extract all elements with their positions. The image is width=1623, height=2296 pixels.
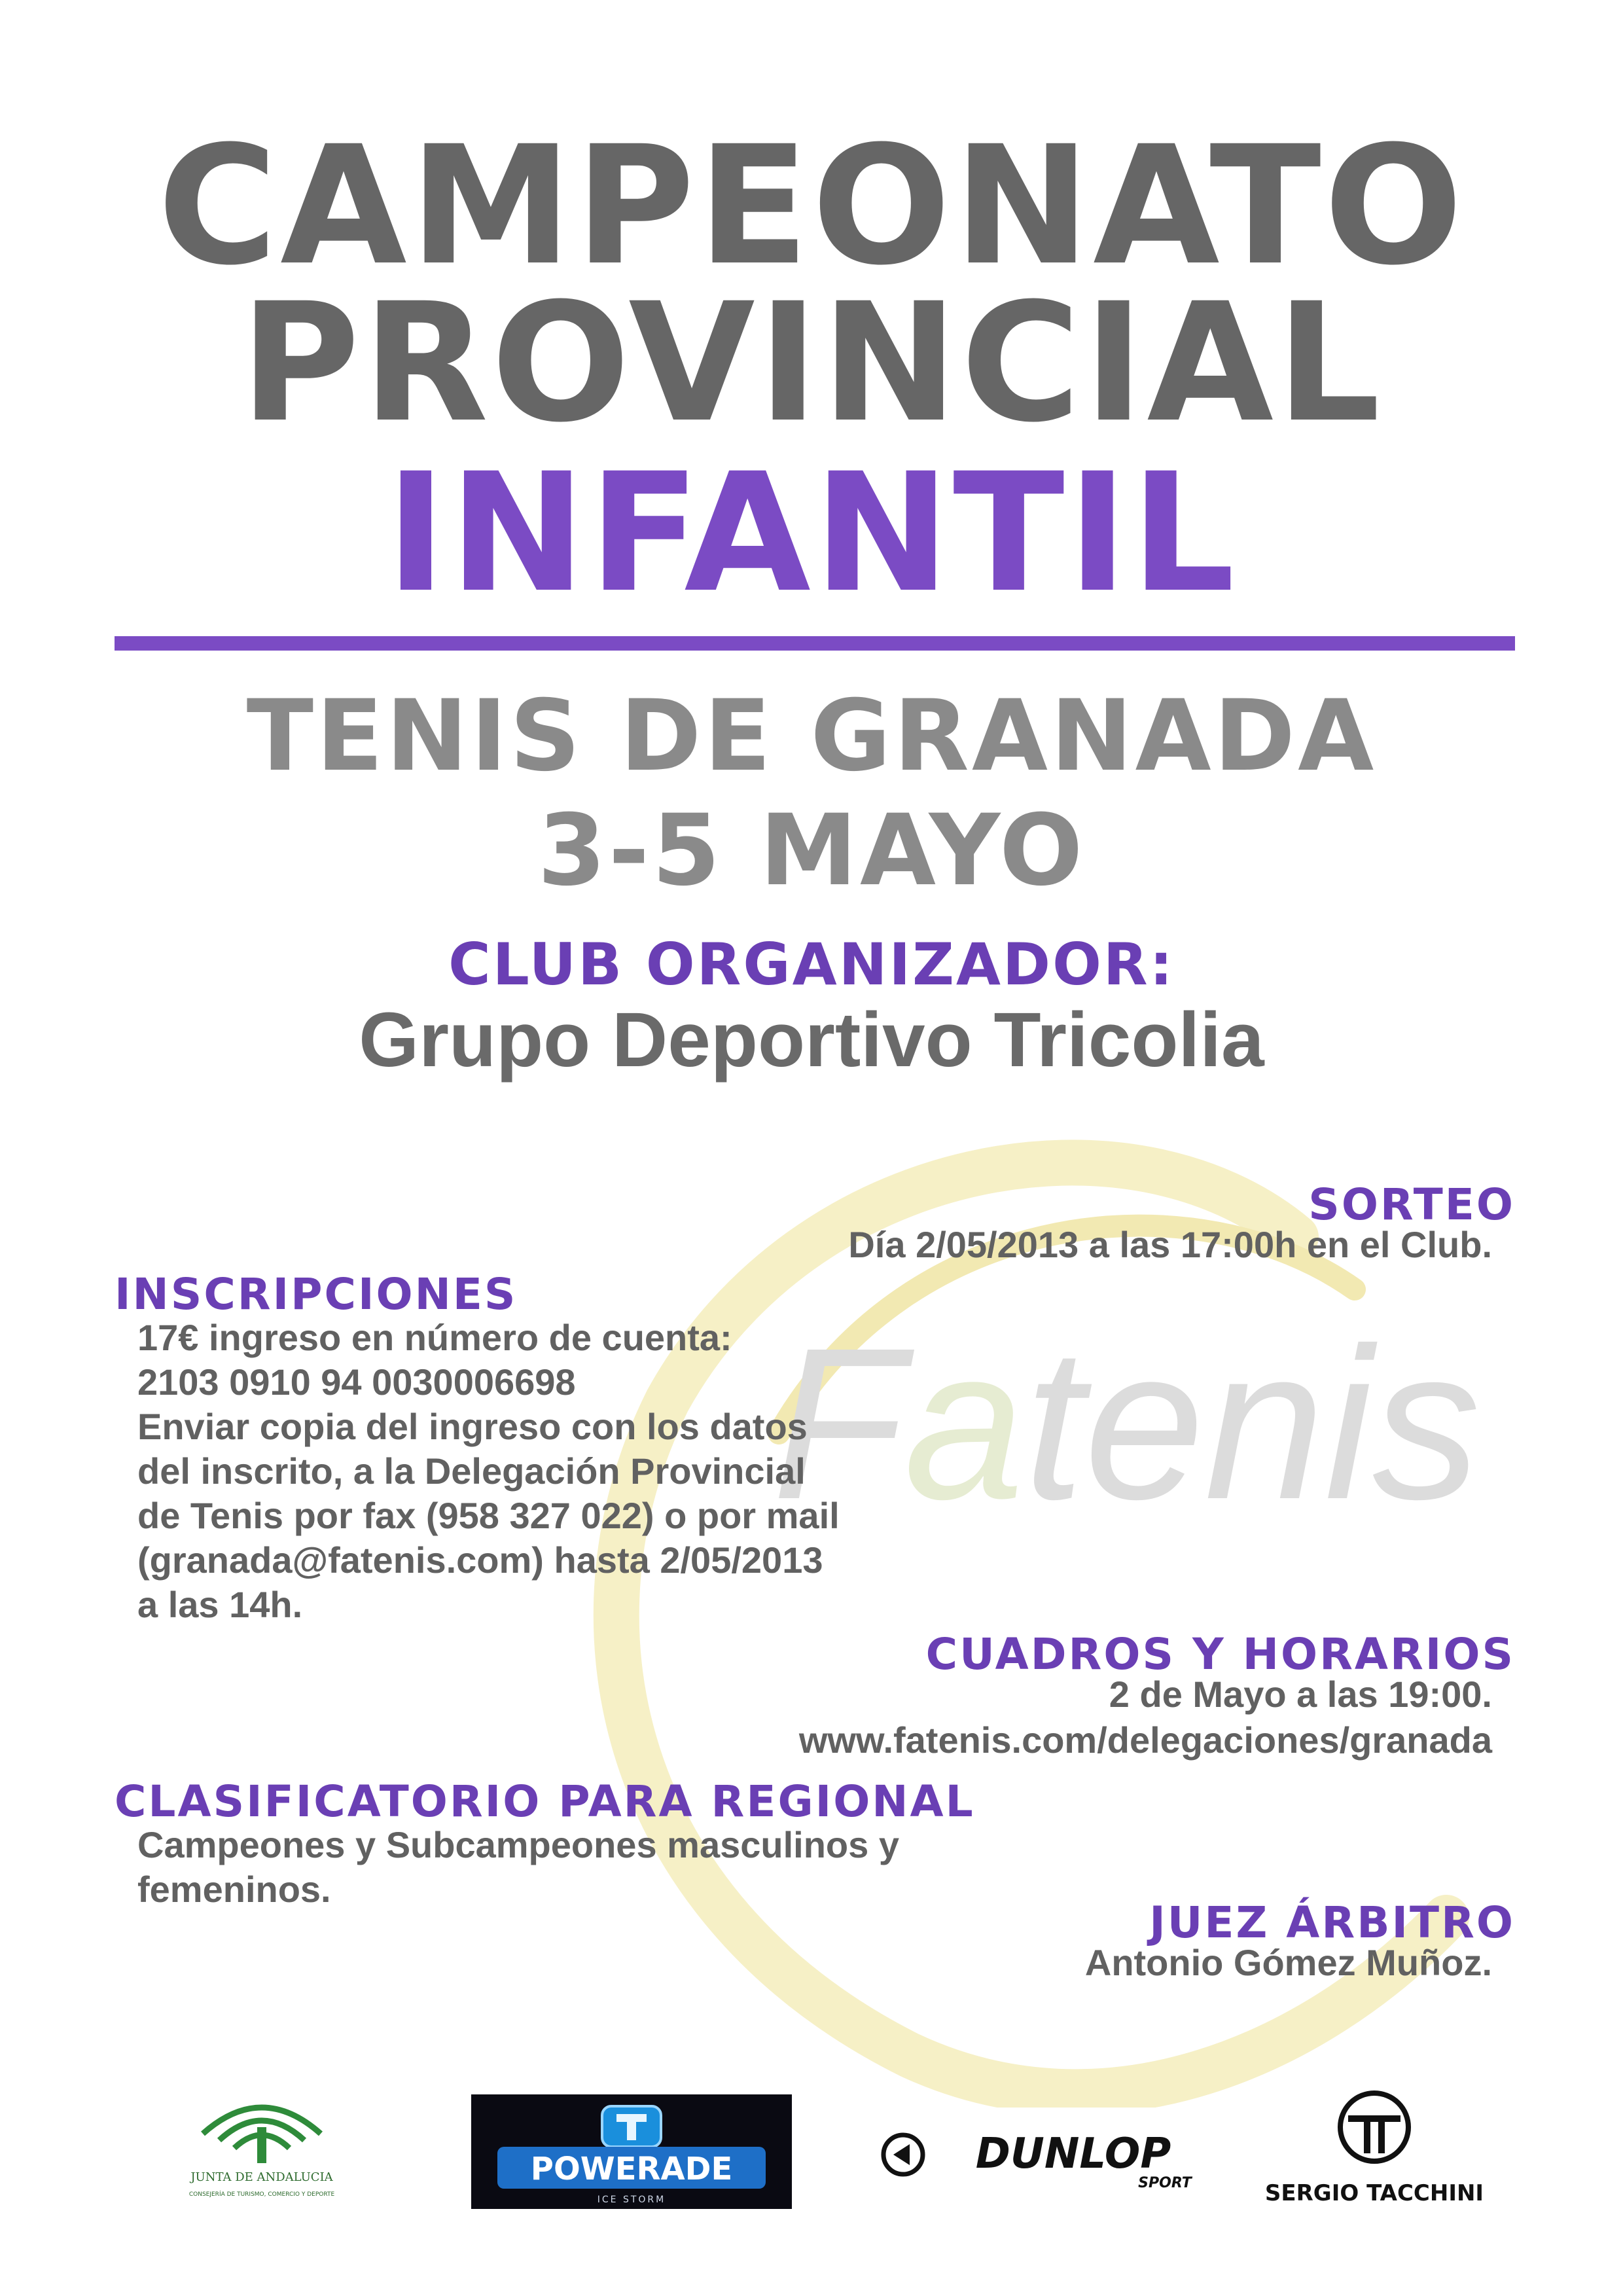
event-dates: 3-5 MAYO (537, 794, 1086, 908)
cuadros-time: 2 de Mayo a las 19:00. (1109, 1674, 1492, 1715)
inscripciones-line: 17€ ingreso en número de cuenta: (137, 1317, 732, 1358)
powerade-logo-subtext: ICE STORM (597, 2195, 666, 2205)
clasificatorio-line: Campeones y Subcampeones masculinos y (137, 1824, 899, 1865)
clasificatorio-text (137, 1823, 899, 1912)
inscripciones-line: del inscrito, a la Delegación Provincial (137, 1450, 806, 1492)
watermark-word-rest: tenis (1024, 1302, 1481, 1544)
sorteo-text: Día 2/05/2013 a las 17:00h en el Club. (848, 1224, 1492, 1265)
junta-logo-department: CONSEJERÍA DE TURISMO, COMERCIO Y DEPORTE (188, 2191, 335, 2198)
watermark-word-a: a (904, 1302, 1025, 1544)
cuadros-url[interactable]: www.fatenis.com/delegaciones/granada (798, 1719, 1492, 1761)
sergio-tacchini-logo-text: SERGIO TACCHINI (1264, 2180, 1484, 2206)
title-line-2: PROVINCIAL (240, 268, 1383, 458)
junta-logo-name: JUNTA DE ANDALUCIA (190, 2170, 333, 2184)
inscripciones-text (137, 1316, 840, 1627)
powerade-logo-text: POWERADE (530, 2151, 733, 2187)
inscripciones-line: 2103 0910 94 0030006698 (137, 1361, 576, 1403)
clasificatorio-heading: CLASIFICATORIO PARA REGIONAL (115, 1776, 975, 1827)
club-name: Grupo Deportivo Tricolia (359, 997, 1264, 1083)
juez-heading: JUEZ ÁRBITRO (1149, 1897, 1515, 1948)
sorteo-heading: SORTEO (1308, 1179, 1515, 1230)
inscripciones-line: de Tenis por fax (958 327 022) o por mail (137, 1495, 840, 1536)
watermark-word-prefix: F (772, 1302, 904, 1544)
dunlop-logo-text: DUNLOP (975, 2130, 1171, 2178)
powerade-logo-art (471, 2094, 792, 2209)
powerade-logo (471, 2094, 792, 2209)
subtitle: TENIS DE GRANADA (246, 679, 1377, 793)
juez-name: Antonio Gómez Muñoz. (1084, 1942, 1492, 1983)
junta-andalucia-logo (164, 2088, 360, 2206)
fatenis-watermark-word (772, 1302, 1481, 1544)
inscripciones-line: (granada@fatenis.com) hasta 2/05/2013 (137, 1539, 823, 1581)
dunlop-logo (877, 2127, 1230, 2193)
title-line-1: CAMPEONATO (157, 111, 1466, 301)
sergio-tacchini-logo (1257, 2081, 1492, 2219)
title-divider (115, 636, 1515, 651)
inscripciones-heading: INSCRIPCIONES (115, 1269, 518, 1319)
dunlop-logo-subtext: SPORT (1138, 2175, 1192, 2191)
inscripciones-line: Enviar copia del ingreso con los datos (137, 1406, 808, 1447)
cuadros-heading: CUADROS Y HORARIOS (925, 1629, 1515, 1679)
clasificatorio-line: femeninos. (137, 1869, 331, 1910)
title-line-3: INFANTIL (385, 438, 1238, 628)
inscripciones-line: a las 14h. (137, 1584, 303, 1625)
club-label: CLUB ORGANIZADOR: (448, 931, 1175, 998)
